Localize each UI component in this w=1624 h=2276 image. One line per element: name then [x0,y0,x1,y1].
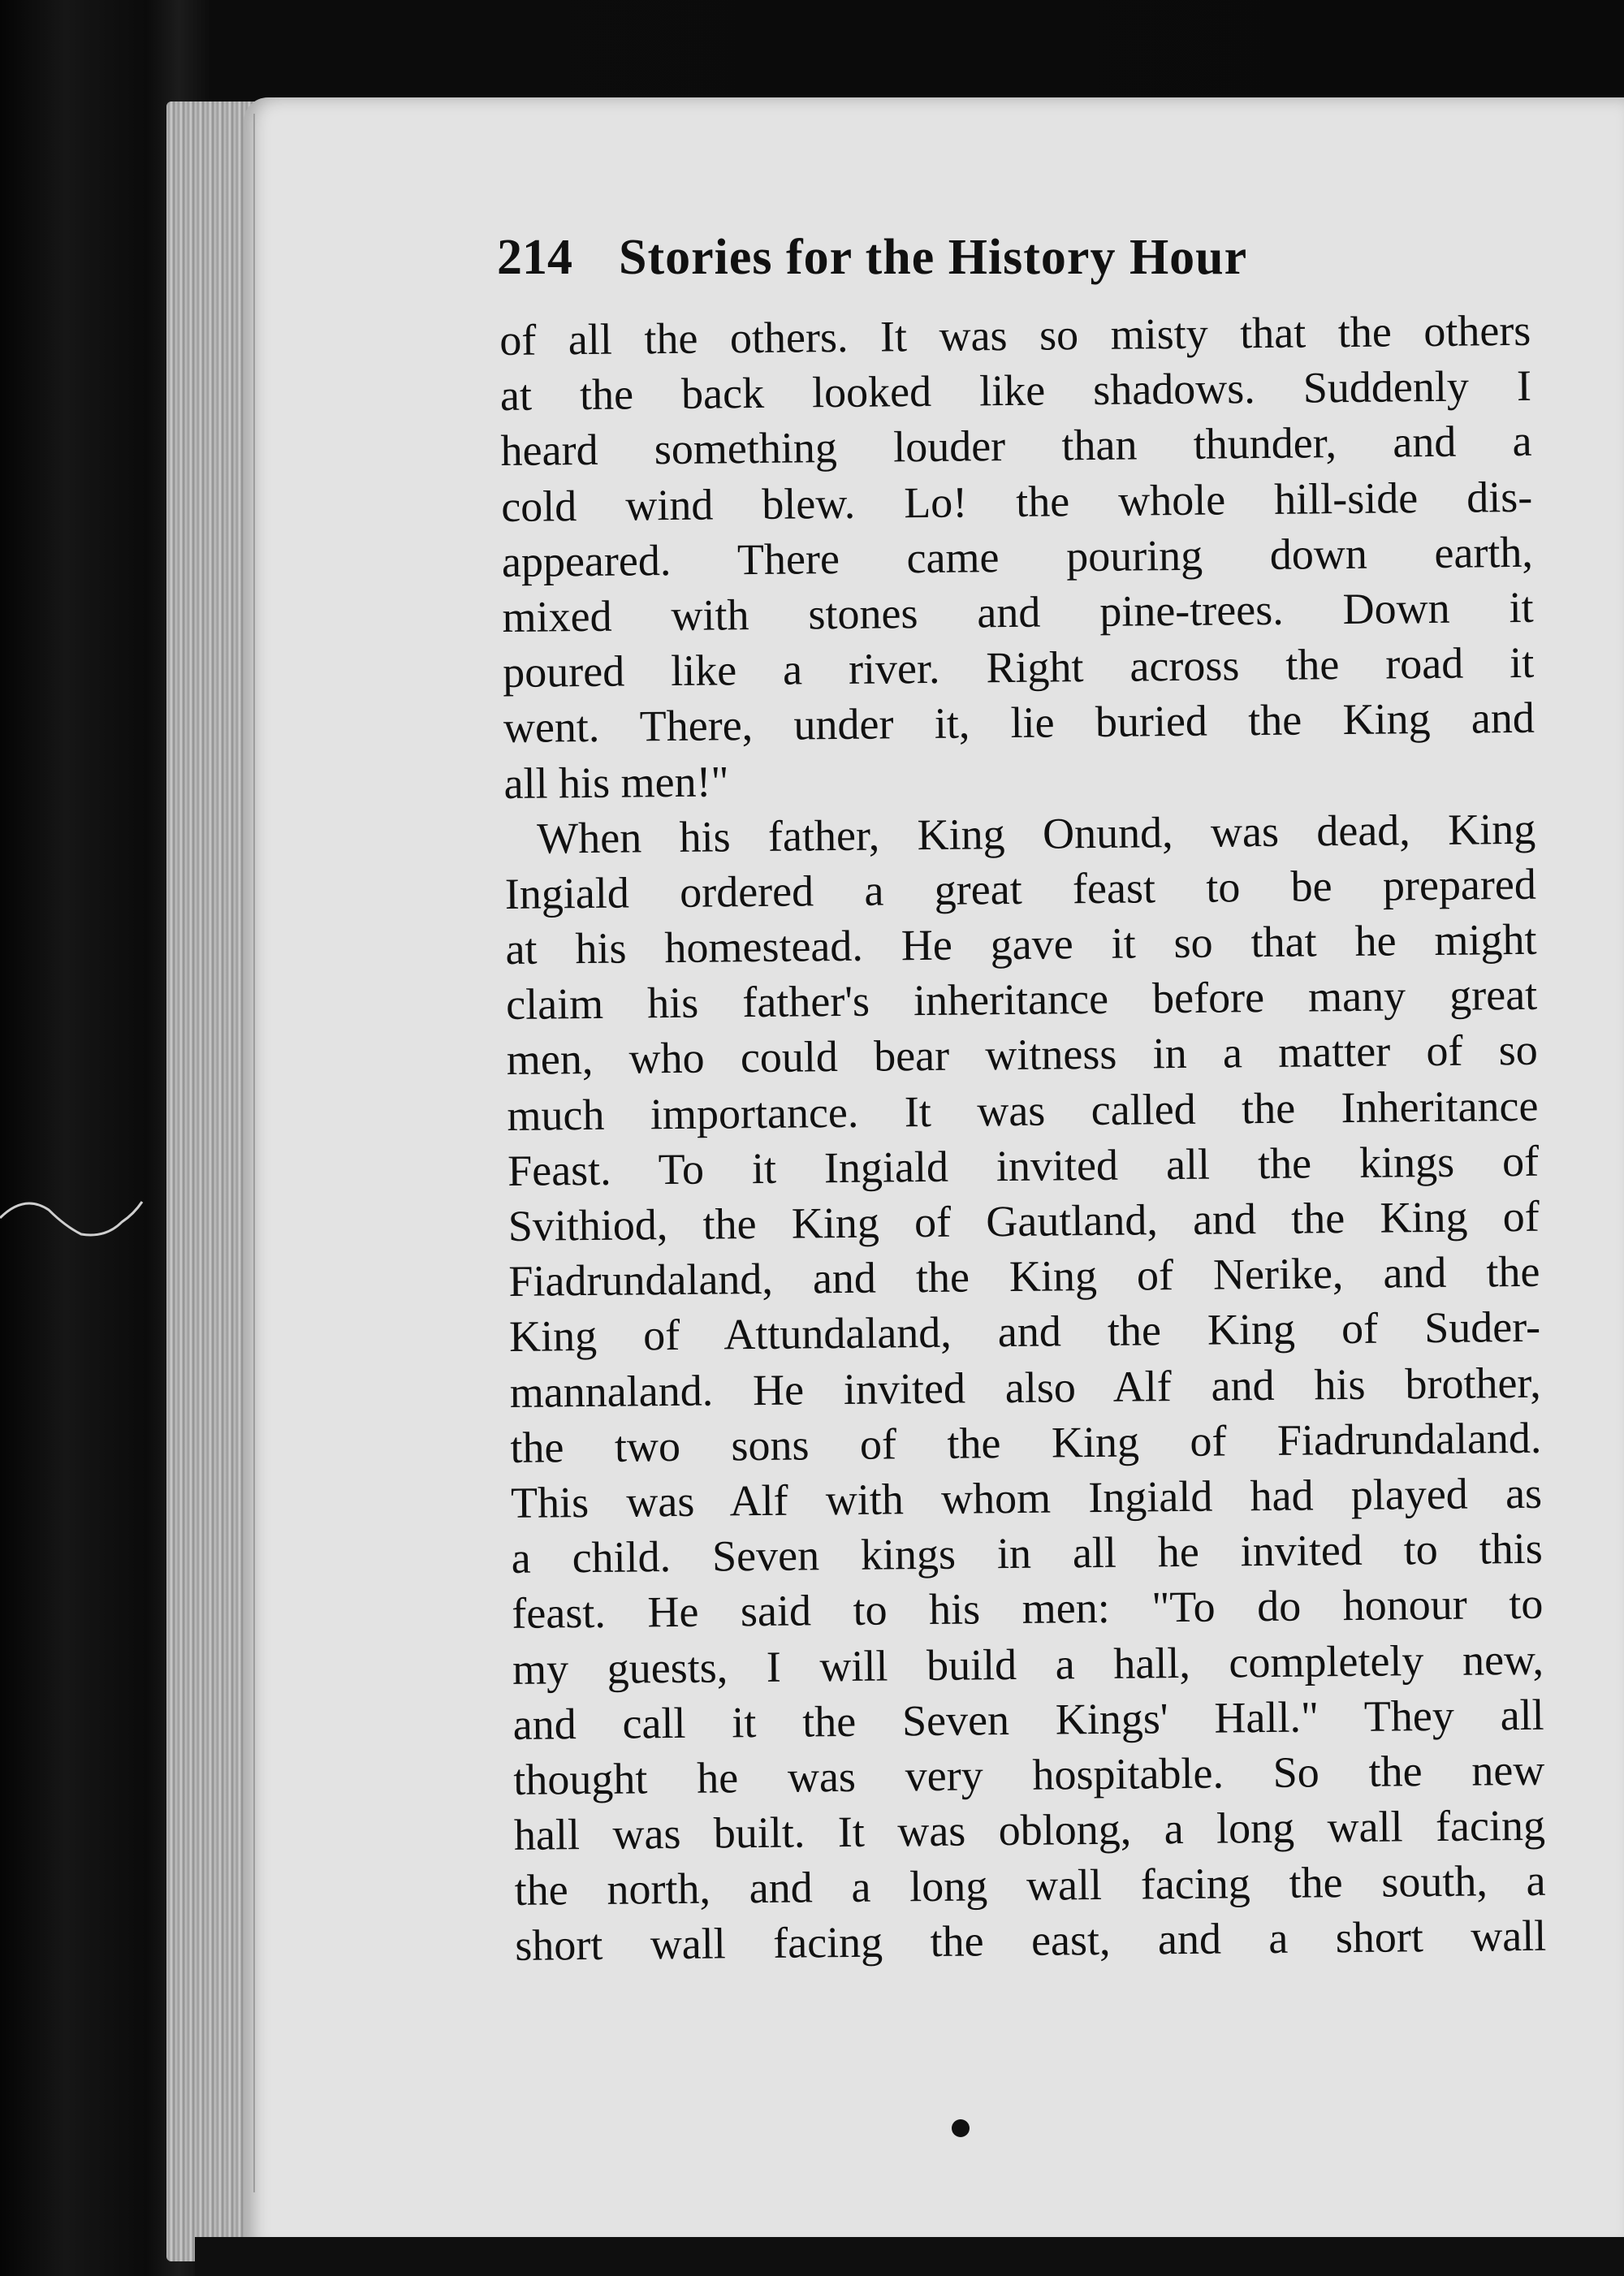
text-line: appeared. There came pouring down earth, [501,527,1534,586]
text-line: Svithiod, the King of Gautland, and the King of [508,1191,1540,1250]
text-line: King of Attundaland, and the King of Suder- [508,1302,1541,1362]
text-line: Fiadrundaland, and the King of Nerike, and the [508,1246,1540,1306]
text-line: Feast. To it Ingiald invited all the kings of [507,1136,1540,1195]
text-line: went. There, under it, lie buried the King and [503,693,1535,753]
text-line: at his homestead. He gave it so that he might [505,914,1537,974]
page-header [497,229,1544,294]
margin-scribble [0,1186,146,1242]
text-line: a child. Seven kings in all he invited to this [511,1523,1543,1583]
text-line: much importance. It was called the Inheritance [507,1081,1539,1140]
text-line: heard something louder than thunder, and a [500,417,1532,476]
text-line: the two sons of the King of Fiadrundaland. [510,1413,1542,1472]
running-title: Stories for the History Hour [619,230,1248,285]
paragraph-start-line: When his father, King Onund, was dead, King [536,804,1536,863]
text-line: claim his father's inheritance before many great [505,970,1538,1030]
text-line: men, who could bear witness in a matter of so [506,1026,1539,1085]
text-line: This was Alf with whom Ingiald had played as [510,1468,1543,1527]
text-line: Ingiald ordered a great feast to be prepared [504,859,1537,918]
text-line: cold wind blew. Lo! the whole hill-side dis- [501,472,1533,531]
text-line: my guests, I will build a hall, completely new, [512,1635,1544,1694]
bottom-shadow [195,2237,1624,2276]
text-line: of all the others. It was so misty that the others [499,305,1531,365]
text-line: the north, and a long wall facing the south, a [514,1855,1546,1915]
page-number: 214 [497,230,572,285]
text-line: and call it the Seven Kings' Hall." They all [512,1690,1544,1749]
text-line: at the back looked like shadows. Suddenly I [499,361,1532,421]
text-line: short wall facing the east, and a short wall [515,1911,1547,1971]
text-line: mannaland. He invited also Alf and his brother, [509,1358,1541,1417]
text-line: feast. He said to his men: "To do honour to [512,1579,1544,1639]
body-text [499,303,1547,1974]
text-line: poured like a river. Right across the road it [502,637,1535,697]
page-gutter-line [253,114,255,2192]
text-line: thought he was very hospitable. So the new [513,1745,1545,1804]
ink-dot [952,2119,970,2137]
text-line: mixed with stones and pine-trees. Down it [502,582,1534,641]
text-line: all his men!" [503,756,729,808]
text-line: hall was built. It was oblong, a long wall facing [513,1800,1546,1859]
